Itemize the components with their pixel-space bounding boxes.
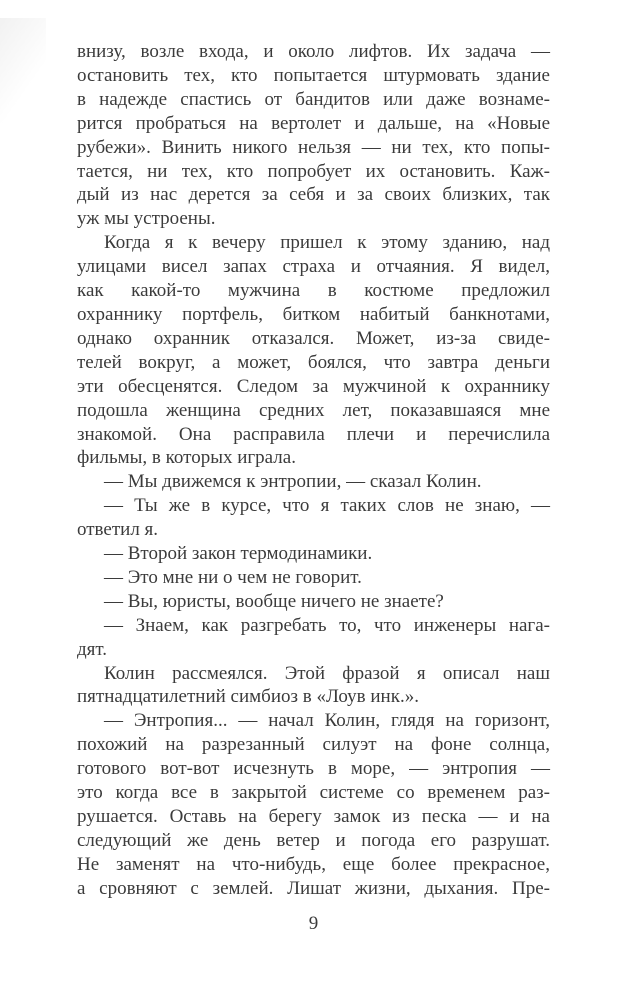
- text-line: готового вот-вот исчезнуть в море, — энтропия —: [77, 758, 550, 780]
- text-line: — Мы движемся к энтропии, — сказал Колин.: [104, 471, 482, 493]
- text-line: телей вокруг, а может, боялся, что завтра деньги: [77, 351, 550, 373]
- text-line: улицами висел запах страха и отчаяния. Я видел,: [77, 256, 550, 278]
- text-line: рушается. Оставь на берегу замок из песка — и на: [77, 806, 550, 827]
- text-line: дый из нас дерется за себя и за своих близких, так: [77, 184, 550, 206]
- text-line: похожий на разрезанный силуэт на фоне солнца,: [77, 734, 550, 756]
- text-line: — Это мне ни о чем не говорит.: [104, 566, 362, 588]
- text-line: следующий же день ветер и погода его разрушат.: [77, 829, 550, 851]
- text-line: — Энтропия... — начал Колин, глядя на горизонт,: [104, 710, 550, 732]
- text-line: Не заменят на что-нибудь, еще более прекрасное,: [77, 853, 550, 875]
- text-line: дят.: [77, 638, 108, 660]
- text-line: однако охранник отказался. Может, из-за свиде-: [77, 327, 550, 349]
- text-line: Когда я к вечеру пришел к этому зданию, над: [104, 232, 550, 254]
- text-line: эти обесценятся. Следом за мужчиной к охраннику: [77, 375, 550, 397]
- text-line: а сровняют с землей. Лишат жизни, дыхания. Пре-: [77, 877, 550, 899]
- text-line: уж мы устроены.: [77, 208, 216, 230]
- text-line: остановить тех, кто попытается штурмовать здание: [77, 64, 550, 86]
- text-line: внизу, возле входа, и около лифтов. Их задача —: [77, 41, 550, 62]
- text-line: знакомой. Она расправила плечи и перечислила: [77, 423, 550, 445]
- text-line: рубежи». Винить никого нельзя — ни тех, кто попы-: [77, 136, 550, 158]
- page-number: 9: [308, 912, 319, 934]
- text-line: тается, ни тех, кто попробует их остановить. Каж-: [77, 160, 550, 182]
- text-line: — Вы, юристы, вообще ничего не знаете?: [104, 590, 444, 612]
- text-block: [77, 40, 550, 936]
- text-line: Колин рассмеялся. Этой фразой я описал наш: [104, 662, 550, 684]
- scan-smudge-artifact: [0, 18, 46, 123]
- text-line: фильмы, в которых играла.: [77, 447, 296, 469]
- text-line: охраннику портфель, битком набитый банкнотами,: [77, 303, 550, 325]
- text-line: — Второй закон термодинамики.: [104, 543, 373, 565]
- text-line: рится пробраться на вертолет и дальше, на «Новые: [77, 112, 550, 134]
- text-line: подошла женщина средних лет, показавшаяся мне: [77, 399, 550, 421]
- text-line: пятнадцатилетний симбиоз в «Лоув инк.».: [77, 686, 419, 708]
- text-line: в надежде спастись от бандитов или даже вознаме-: [77, 88, 550, 110]
- text-line: это когда все в закрытой системе со временем раз-: [77, 782, 550, 804]
- text-line: ответил я.: [77, 519, 159, 541]
- text-line: как какой-то мужчина в костюме предложил: [77, 280, 550, 302]
- text-line: — Знаем, как разгребать то, что инженеры нага-: [104, 614, 550, 636]
- text-line: — Ты же в курсе, что я таких слов не знаю, —: [104, 495, 550, 517]
